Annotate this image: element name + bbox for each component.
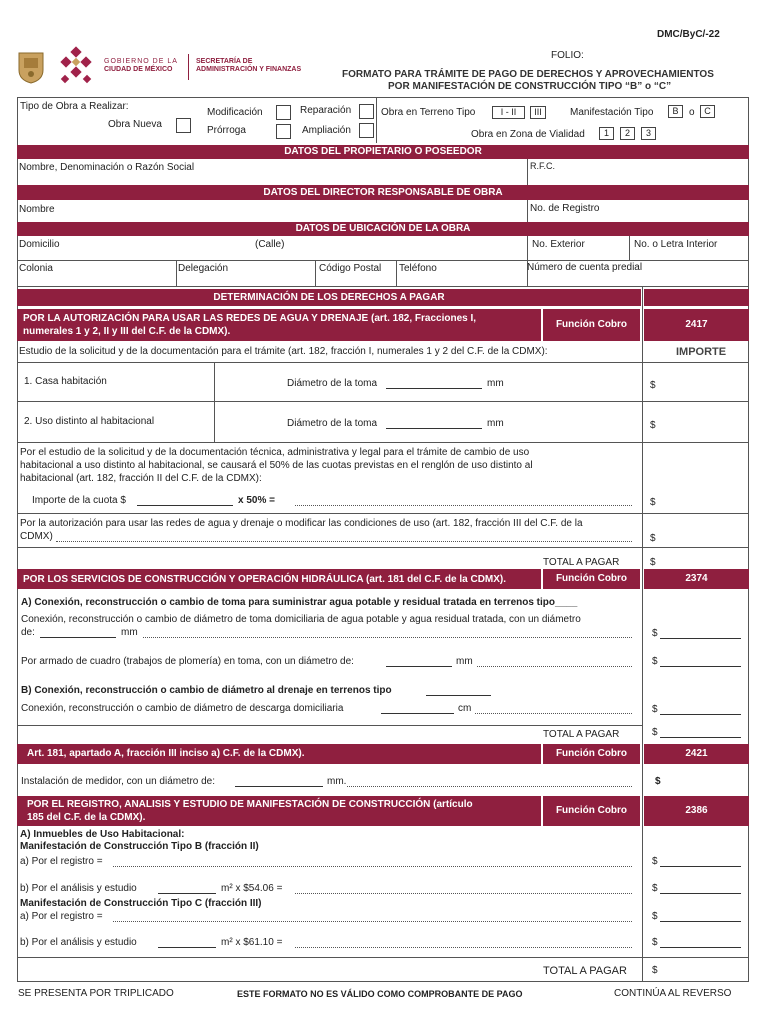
s1-code: 2417	[644, 309, 749, 341]
medidor-diametro-field[interactable]	[235, 786, 323, 787]
s2-code: 2374	[644, 569, 749, 589]
manifestacion-label: Manifestación Tipo	[570, 107, 654, 118]
cdmx-glyph-logo	[58, 46, 94, 86]
s2-a1-line: Conexión, reconstrucción o cambio de diámetro de toma domiciliaria de agua potable y agua residual tratada, con un diámetro	[21, 614, 581, 625]
vialidad-label: Obra en Zona de Vialidad	[471, 129, 585, 140]
uso-distinto-label: 2. Uso distinto al habitacional	[24, 416, 155, 427]
cdmx-shield-logo	[18, 52, 44, 84]
calle-label: (Calle)	[255, 239, 285, 250]
tipo-c-title: Manifestación de Construcción Tipo C (fracción III)	[20, 898, 262, 909]
footer-no-valido: ESTE FORMATO NO ES VÁLIDO COMO COMPROBANTE DE PAGO	[237, 989, 523, 999]
s2-b-tipo-field[interactable]	[426, 695, 491, 696]
s2-b1-line: Conexión, reconstrucción o cambio de diámetro de descarga domiciliaria	[21, 703, 344, 714]
terreno-option-2[interactable]: III	[530, 106, 546, 119]
form-title-1: FORMATO PARA TRÁMITE DE PAGO DE DERECHOS Y APROVECHAMIENTOS	[342, 69, 714, 80]
importe-cuota-label: Importe de la cuota $	[32, 495, 126, 506]
s2-b1-cm: cm	[458, 703, 472, 714]
s2-a1-mm: mm	[121, 627, 138, 638]
terreno-option-1[interactable]: I - II	[492, 106, 525, 119]
gob-line2: CIUDAD DE MÉXICO	[104, 66, 173, 73]
s3-funcion-cobro: Función Cobro	[543, 744, 640, 764]
s1-estudio: Estudio de la solicitud y de la documentación para el trámite (art. 182, fracción I, numerales 1 y 2 del C.F. de la CDMX):	[19, 346, 548, 357]
cambio-uso-p1: Por el estudio de la solicitud y de la documentación técnica, administrativa y legal para el trámite de cambio de uso	[20, 447, 530, 458]
cambio-uso-p3: habitacional (art. 182, fracción II del C.F. de la CDMX):	[20, 473, 262, 484]
s4-total-currency: $	[652, 965, 658, 976]
autorizacion-importe: $	[650, 533, 656, 544]
folio-label: FOLIO:	[551, 50, 584, 61]
tipo-b-registro-field[interactable]	[660, 866, 741, 867]
footer-triplicado: SE PRESENTA POR TRIPLICADO	[18, 988, 174, 999]
modificacion-label: Modificación	[207, 107, 263, 118]
importe-label: IMPORTE	[676, 346, 727, 358]
autorizacion-line1: Por la autorización para usar las redes de agua y drenaje o modificar las condiciones de uso (art. 182, fracción III del C.F. de la	[20, 518, 583, 529]
casa-diametro-label: Diámetro de la toma	[287, 378, 378, 389]
cuenta-predial-label: Número de cuenta predial	[527, 262, 643, 273]
terreno-label: Obra en Terreno Tipo	[381, 107, 476, 118]
ampliacion-label: Ampliación	[302, 125, 351, 136]
modificacion-checkbox[interactable]	[276, 105, 291, 120]
manifestacion-option-c[interactable]: C	[700, 105, 715, 118]
s4-title-line1: POR EL REGISTRO, ANALISIS Y ESTUDIO DE MANIFESTACIÓN DE CONSTRUCCIÓN (artículo	[27, 799, 473, 810]
casa-mm: mm	[487, 378, 504, 389]
obra-nueva-label: Obra Nueva	[108, 119, 162, 130]
casa-importe: $	[650, 380, 656, 391]
s4-title-line2: 185 del C.F. de la CDMX).	[27, 812, 146, 823]
s2-a1-importe-field[interactable]	[660, 638, 741, 639]
s1-total-value: $	[650, 557, 656, 568]
s4-title-block	[17, 796, 541, 826]
tipo-b-registro-currency: $	[652, 856, 658, 867]
form-code: DMC/ByC/-22	[657, 29, 720, 40]
manifestacion-option-b[interactable]: B	[668, 105, 683, 118]
s4-funcion-cobro: Función Cobro	[543, 796, 640, 826]
reparacion-checkbox[interactable]	[359, 104, 374, 119]
reparacion-label: Reparación	[300, 105, 352, 116]
medidor-currency: $	[655, 776, 661, 787]
vialidad-option-2[interactable]: 2	[620, 127, 635, 140]
tipo-c-analisis-currency: $	[652, 937, 658, 948]
tipo-c-m2-field[interactable]	[158, 947, 216, 948]
ampliacion-checkbox[interactable]	[359, 123, 374, 138]
s4-total-label: TOTAL A PAGAR	[543, 965, 627, 977]
cp-label: Código Postal	[319, 263, 382, 274]
autorizacion-line2: CDMX)	[20, 531, 53, 542]
registro-label: No. de Registro	[530, 203, 600, 214]
tipo-c-registro-currency: $	[652, 911, 658, 922]
form-title-2: POR MANIFESTACIÓN DE CONSTRUCCIÓN TIPO “B” o “C”	[388, 81, 672, 92]
tipo-b-registro-label: a) Por el registro =	[20, 856, 103, 867]
gob-line1: GOBIERNO DE LA	[104, 58, 178, 65]
sec-line2: ADMINISTRACIÓN Y FINANZAS	[196, 66, 302, 73]
s2-de-label: de:	[21, 627, 35, 638]
rfc-label: R.F.C.	[530, 161, 556, 171]
casa-diametro-field[interactable]	[386, 388, 482, 389]
tipo-c-analisis-label: b) Por el análisis y estudio	[20, 937, 137, 948]
s3-code: 2421	[644, 744, 749, 764]
tipo-obra-label: Tipo de Obra a Realizar:	[20, 101, 129, 112]
s2-armado-mm: mm	[456, 656, 473, 667]
s2-armado-field[interactable]	[386, 666, 452, 667]
s2-armado-importe-field[interactable]	[660, 666, 741, 667]
s2-a1-diameter-field[interactable]	[40, 637, 116, 638]
vialidad-option-3[interactable]: 3	[641, 127, 656, 140]
obra-nueva-checkbox[interactable]	[176, 118, 191, 133]
s2-funcion-cobro: Función Cobro	[543, 569, 640, 589]
s2-title-block	[17, 569, 541, 589]
tipo-b-m2-field[interactable]	[158, 893, 216, 894]
s4-code: 2386	[644, 796, 749, 826]
s1-total-label: TOTAL A PAGAR	[543, 557, 620, 568]
exterior-label: No. Exterior	[532, 239, 585, 250]
cambio-uso-importe: $	[650, 497, 656, 508]
uso-diametro-label: Diámetro de la toma	[287, 418, 378, 429]
prorroga-label: Prórroga	[207, 125, 246, 136]
importe-cuota-field[interactable]	[137, 505, 233, 506]
tipo-b-analisis-currency: $	[652, 883, 658, 894]
or-label: o	[689, 107, 695, 118]
s1-title-block	[17, 309, 541, 341]
s2-total-field[interactable]	[660, 737, 741, 738]
tipo-b-analisis-label: b) Por el análisis y estudio	[20, 883, 137, 894]
s2-a1-currency: $	[652, 628, 658, 639]
propietario-header: DATOS DEL PROPIETARIO O POSEEDOR	[17, 145, 749, 159]
director-nombre-label: Nombre	[19, 204, 55, 215]
s2-b1-field[interactable]	[381, 713, 454, 714]
s3-title: Art. 181, apartado A, fracción III inciso a) C.F. de la CDMX).	[27, 748, 305, 759]
cambio-uso-p2: habitacional a uso distinto al habitacional, se causará el 50% de las cuotas previstas en el renglón de uso distinto al	[20, 460, 533, 471]
colonia-label: Colonia	[19, 263, 53, 274]
s4-a-title: A) Inmuebles de Uso Habitacional:	[20, 829, 185, 840]
medidor-mm: mm.	[327, 776, 347, 787]
prorroga-checkbox[interactable]	[276, 124, 291, 139]
vialidad-option-1[interactable]: 1	[599, 127, 614, 140]
uso-mm: mm	[487, 418, 504, 429]
sec-line1: SECRETARÍA DE	[196, 58, 253, 65]
tipo-c-registro-field[interactable]	[660, 921, 741, 922]
s2-total-label: TOTAL A PAGAR	[543, 729, 620, 740]
s2-title: POR LOS SERVICIOS DE CONSTRUCCIÓN Y OPERACIÓN HIDRÁULICA (art. 181 del C.F. de la CDMX).	[23, 574, 507, 585]
tipo-b-analisis-field[interactable]	[660, 893, 741, 894]
medidor-line: Instalación de medidor, con un diámetro de:	[21, 776, 216, 787]
footer-continua: CONTINÚA AL REVERSO	[614, 988, 732, 999]
s2-armado-currency: $	[652, 656, 658, 667]
s2-b1-importe-field[interactable]	[660, 714, 741, 715]
s2-a-title: A) Conexión, reconstrucción o cambio de toma para suministrar agua potable y residual tratada en terrenos tipo____	[21, 597, 578, 608]
domicilio-label: Domicilio	[19, 239, 60, 250]
ubicacion-header: DATOS DE UBICACIÓN DE LA OBRA	[17, 222, 749, 236]
casa-habitacion-label: 1. Casa habitación	[24, 376, 107, 387]
s2-b1-currency: $	[652, 704, 658, 715]
tipo-b-m2-rate: m² x $54.06 =	[221, 883, 283, 894]
s3-title-block	[17, 744, 541, 764]
s2-armado-line: Por armado de cuadro (trabajos de plomería) en toma, con un diámetro de:	[21, 656, 354, 667]
s1-title-line2: numerales 1 y 2, II y III del C.F. de la CDMX).	[23, 326, 231, 337]
s1-funcion-cobro: Función Cobro	[543, 309, 640, 341]
director-header: DATOS DEL DIRECTOR RESPONSABLE DE OBRA	[17, 185, 749, 200]
derechos-header-right	[644, 289, 749, 306]
x50-label: x 50% =	[238, 495, 275, 506]
tipo-c-analisis-field[interactable]	[660, 947, 741, 948]
tipo-c-m2-rate: m² x $61.10 =	[221, 937, 283, 948]
derechos-header: DETERMINACIÓN DE LOS DERECHOS A PAGAR	[17, 289, 641, 306]
s2-total-currency: $	[652, 727, 658, 738]
propietario-nombre-label: Nombre, Denominación o Razón Social	[19, 162, 195, 173]
uso-diametro-field[interactable]	[386, 428, 482, 429]
delegacion-label: Delegación	[178, 263, 229, 274]
telefono-label: Teléfono	[399, 263, 437, 274]
s1-title-line1: POR LA AUTORIZACIÓN PARA USAR LAS REDES DE AGUA Y DRENAJE (art. 182, Fracciones I,	[23, 313, 477, 324]
interior-label: No. o Letra Interior	[634, 239, 718, 250]
tipo-c-registro-label: a) Por el registro =	[20, 911, 103, 922]
uso-importe: $	[650, 420, 656, 431]
s2-b-title: B) Conexión, reconstrucción o cambio de diámetro al drenaje en terrenos tipo	[21, 685, 392, 696]
tipo-b-title: Manifestación de Construcción Tipo B (fracción II)	[20, 841, 259, 852]
